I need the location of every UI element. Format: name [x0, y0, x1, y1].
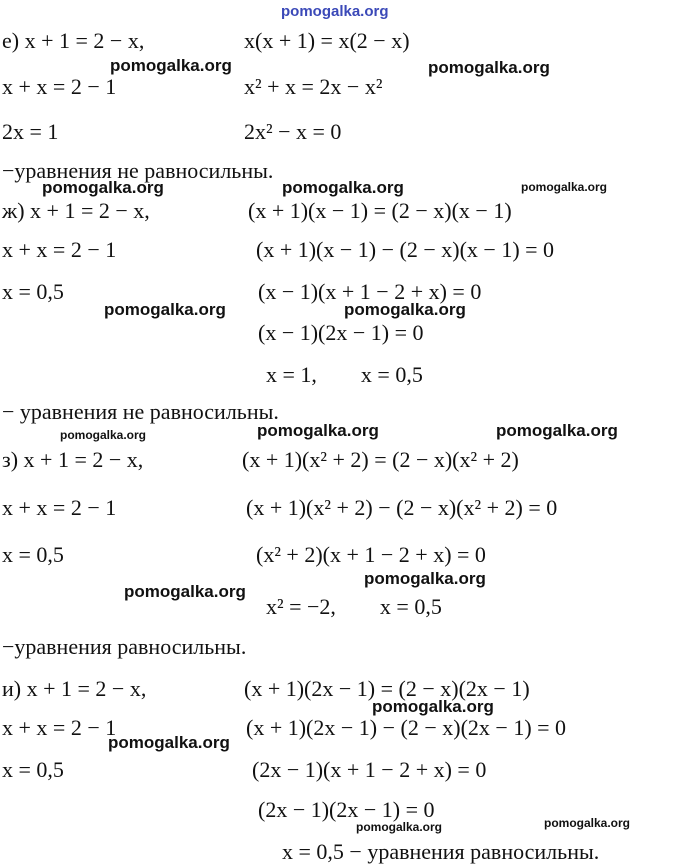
part-e-verdict: −уравнения не равносильны.	[2, 158, 274, 183]
part-i-left-1: x + 1 = 2 − x,	[26, 676, 147, 701]
watermark: pomogalka.org	[544, 816, 631, 830]
part-e-line-1	[2, 28, 144, 54]
watermark: pomogalka.org	[428, 58, 550, 77]
part-e-right-2: x² + x = 2x − x²	[244, 74, 383, 99]
part-i-left-2: x + x = 2 − 1	[2, 715, 117, 740]
watermark: pomogalka.org	[110, 56, 232, 75]
watermark: pomogalka.org	[108, 733, 230, 752]
part-i-right-1: (x + 1)(2x − 1) = (2 − x)(2x − 1)	[244, 676, 530, 701]
watermark: pomogalka.org	[42, 178, 164, 197]
part-z-right-1: (x + 1)(x² + 2) = (2 − x)(x² + 2)	[242, 447, 519, 472]
part-e-right-3: 2x² − x = 0	[244, 119, 342, 144]
part-e-left-3: 2x = 1	[2, 119, 59, 144]
part-zh-right-5: x = 1, x = 0,5	[266, 362, 423, 387]
part-z-right-3: (x² + 2)(x + 1 − 2 + x) = 0	[256, 542, 486, 567]
part-i-right-5: x = 0,5 − уравнения равносильны.	[282, 839, 600, 864]
part-z-line-1	[2, 447, 143, 473]
part-i-right-3: (2x − 1)(x + 1 − 2 + x) = 0	[252, 757, 487, 782]
part-z-left-3: x = 0,5	[2, 542, 64, 567]
part-zh-right-3: (x − 1)(x + 1 − 2 + x) = 0	[258, 279, 482, 304]
part-i-label: и)	[2, 676, 22, 701]
part-i-right-4: (2x − 1)(2x − 1) = 0	[258, 797, 435, 822]
part-z-label: з)	[2, 447, 19, 472]
part-i-right-2: (x + 1)(2x − 1) − (2 − x)(2x − 1) = 0	[246, 715, 567, 740]
part-e-label: е)	[2, 28, 20, 53]
part-zh-left-1: x + 1 = 2 − x,	[30, 198, 150, 223]
watermark: pomogalka.org	[372, 697, 494, 716]
watermark: pomogalka.org	[344, 300, 466, 319]
part-zh-left-3: x = 0,5	[2, 279, 64, 304]
part-zh-right-4: (x − 1)(2x − 1) = 0	[258, 320, 424, 345]
watermark: pomogalka.org	[257, 421, 379, 440]
part-zh-left-2: x + x = 2 − 1	[2, 237, 117, 262]
part-e-left-2: x + x = 2 − 1	[2, 74, 117, 99]
part-z-verdict: −уравнения равносильны.	[2, 634, 247, 659]
part-e-right-1: x(x + 1) = x(2 − x)	[244, 28, 410, 53]
part-z-right-4: x² = −2, x = 0,5	[266, 594, 442, 619]
part-zh-label: ж)	[2, 198, 25, 223]
part-zh-right-1: (x + 1)(x − 1) = (2 − x)(x − 1)	[248, 198, 512, 223]
watermark: pomogalka.org	[60, 428, 147, 442]
part-i-line-1	[2, 676, 146, 702]
watermark: pomogalka.org	[364, 569, 486, 588]
watermark: pomogalka.org	[356, 820, 443, 834]
part-zh-line-1	[2, 198, 150, 224]
part-z-left-2: x + x = 2 − 1	[2, 495, 117, 520]
watermark: pomogalka.org	[282, 178, 404, 197]
watermark: pomogalka.org	[281, 3, 389, 20]
part-z-left-1: x + 1 = 2 − x,	[23, 447, 144, 472]
watermark: pomogalka.org	[104, 300, 226, 319]
part-i-left-3: x = 0,5	[2, 757, 64, 782]
watermark: pomogalka.org	[124, 582, 246, 601]
part-z-right-2: (x + 1)(x² + 2) − (2 − x)(x² + 2) = 0	[246, 495, 558, 520]
part-zh-right-2: (x + 1)(x − 1) − (2 − x)(x − 1) = 0	[256, 237, 555, 262]
part-e-left-1: x + 1 = 2 − x,	[24, 28, 145, 53]
part-zh-verdict: − уравнения не равносильны.	[2, 399, 279, 424]
watermark: pomogalka.org	[521, 180, 608, 194]
watermark: pomogalka.org	[496, 421, 618, 440]
